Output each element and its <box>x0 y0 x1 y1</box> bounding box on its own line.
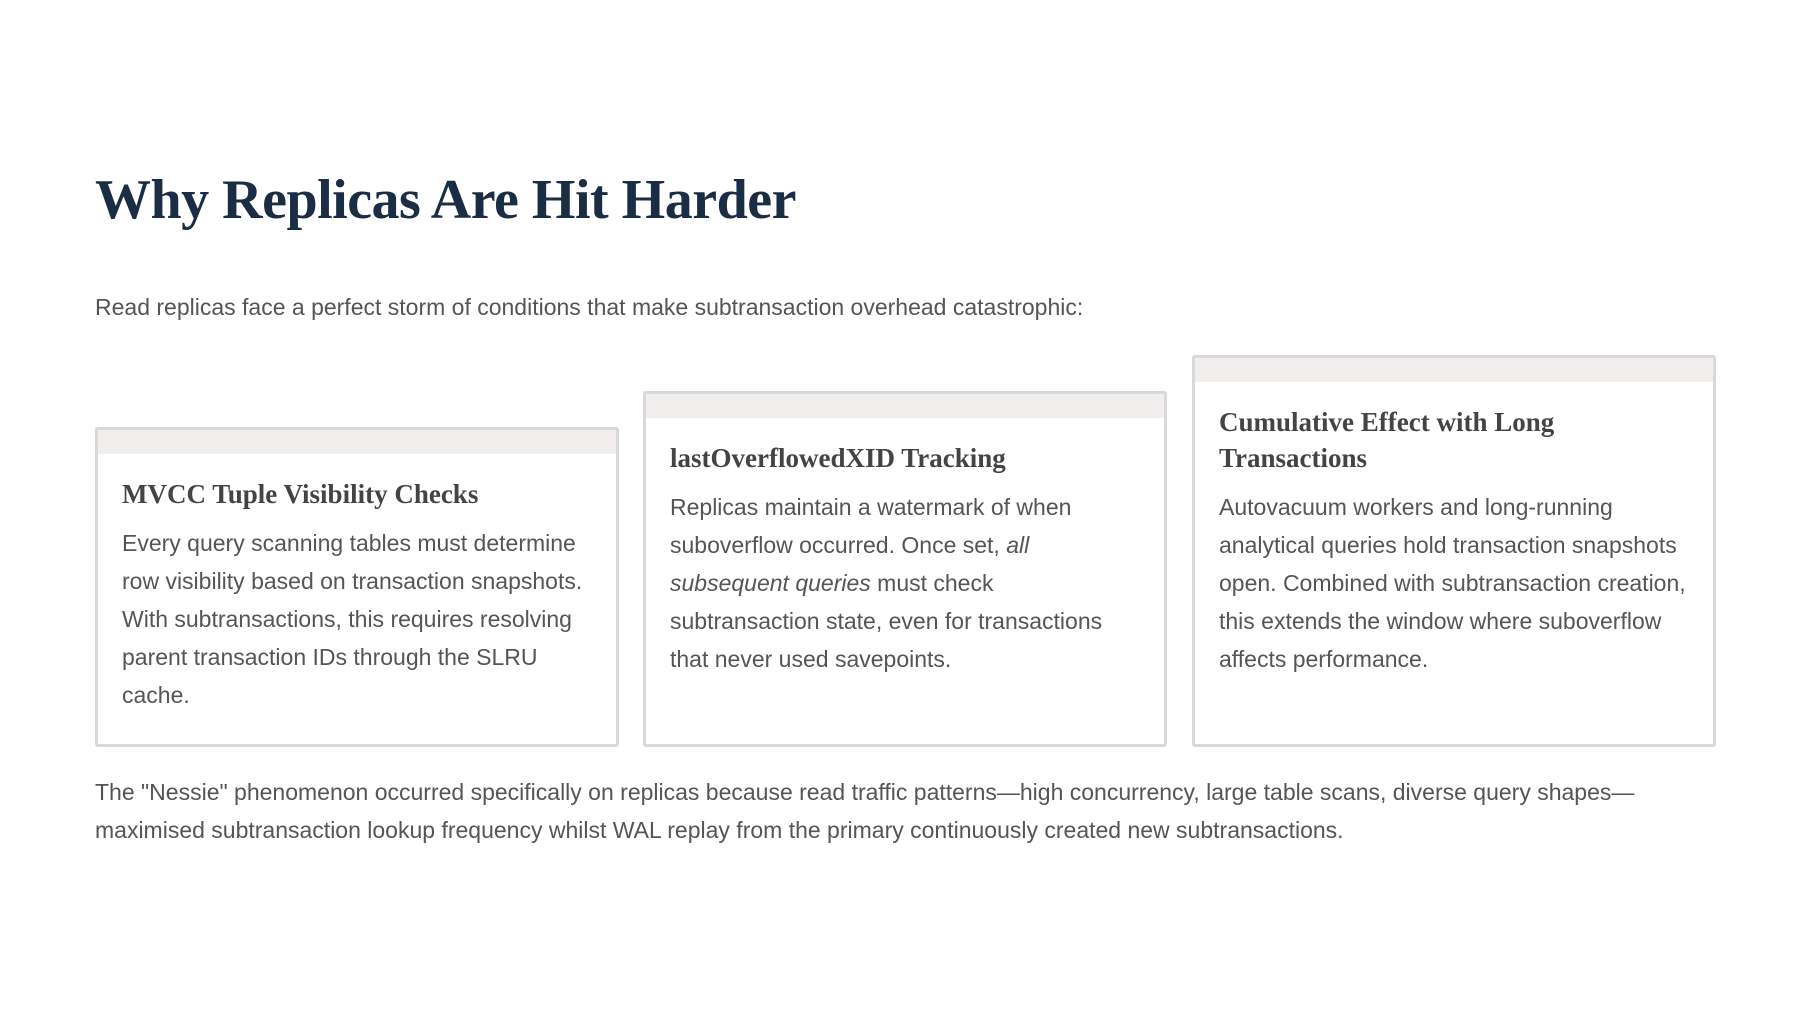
intro-paragraph: Read replicas face a perfect storm of conditions that make subtransaction overhead catastrophic: <box>95 294 1084 320</box>
card-title: Cumulative Effect with Long Transactions <box>1219 407 1555 473</box>
card-mvcc-visibility <box>95 427 619 747</box>
card-header-band <box>646 394 1164 418</box>
card-text <box>670 488 1140 678</box>
card-last-overflowed-xid <box>643 391 1167 747</box>
card-title: lastOverflowedXID Tracking <box>670 443 1006 473</box>
closing-paragraph: The "Nessie" phenomenon occurred specifically on replicas because read traffic patterns—high concurrency, large table scans, diverse query shapes—maximised subtransaction lookup frequency whilst WAL replay from the primary continuously created new subtransactions. <box>95 779 1635 843</box>
card-text: Autovacuum workers and long-running analytical queries hold transaction snapshots open. Combined with subtransaction creation, this extends the window where suboverflow affects performance. <box>1219 494 1686 672</box>
card-cumulative-effect <box>1192 355 1716 747</box>
card-body <box>98 454 616 738</box>
card-text-emphasis: all subsequent queries <box>670 532 1030 596</box>
card-title: MVCC Tuple Visibility Checks <box>122 479 479 509</box>
card-text-after: must check subtransaction state, even for transactions that never used savepoints. <box>670 570 1103 672</box>
card-text: Every query scanning tables must determine row visibility based on transaction snapshots. With subtransactions, this requires resolving parent transaction IDs through the SLRU cache. <box>122 530 583 708</box>
card-header-band <box>98 430 616 454</box>
card-body <box>646 418 1164 702</box>
card-body <box>1195 382 1713 702</box>
page-title: Why Replicas Are Hit Harder <box>95 169 796 231</box>
card-text-before: Replicas maintain a watermark of when suboverflow occurred. Once set, <box>670 494 1072 558</box>
card-header-band <box>1195 358 1713 382</box>
